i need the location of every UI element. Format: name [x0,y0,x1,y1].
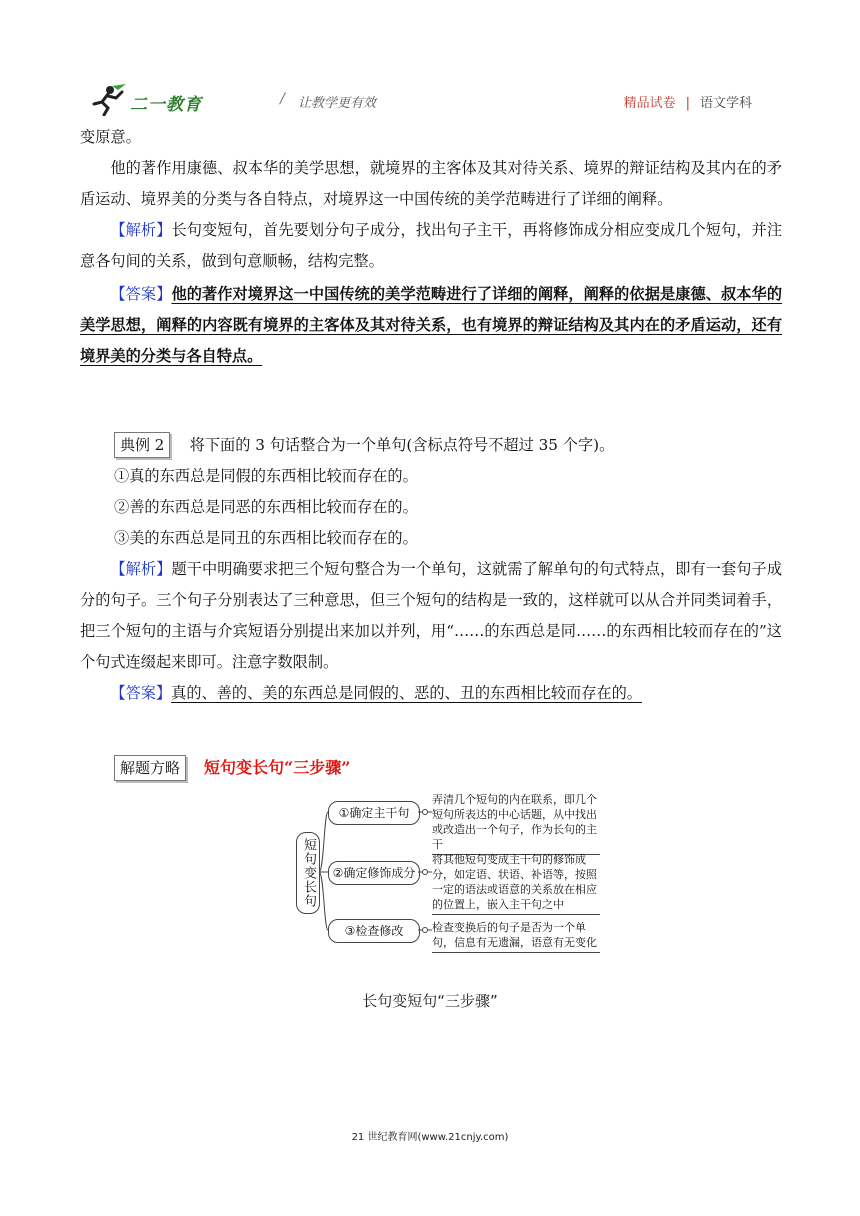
answer-tag: 【答案】 [110,684,172,702]
answer-tag: 【答案】 [110,285,172,303]
header-slash: / [280,91,285,107]
continued-line: 变原意。 [80,128,141,146]
brand-name: 二一教育 [130,95,202,115]
method-label: 解题方略 [114,755,186,781]
diagram-root-node: 短句变长句 [296,832,320,914]
diagram-step-2: ②确定修饰成分 [328,861,420,885]
diagram-step-1: ①确定主干句 [328,801,420,825]
header-tags [624,92,752,111]
example-label: 典例 2 [114,432,170,458]
example-item-2: ②善的东西总是同恶的东西相比较而存在的。 [114,498,418,516]
example-item-1: ①真的东西总是同假的东西相比较而存在的。 [114,467,418,485]
example-2-heading [80,430,782,461]
answer-text: 真的、善的、美的东西总是同假的、恶的、丑的东西相比较而存在的。 [171,684,642,702]
answer-1 [80,279,782,372]
analysis-text: 题干中明确要求把三个短句整合为一个单句，这就需了解单句的句式特点，即有一套句子成分的句子。三个句子分别表达了三种意思，但三个短句的结构是一致的，这样就可以从合并同类词着手，把三个短句的主语与介宾短语分别提出来加以并列，用“……的东西总是同……的东西相比较而存在的”这个句式连缀起来即可。注意字数限制。 [80,560,782,671]
content-block-2 [80,430,782,709]
example-item-3: ③美的东西总是同丑的东西相比较而存在的。 [114,529,418,547]
header-tag-premium: 精品试卷 [623,96,676,111]
method-title: 短句变长句“三步骤” [204,758,351,777]
header-separator: | [685,96,690,111]
analysis-tag: 【解析】 [110,221,172,239]
page-header [80,80,780,122]
diagram-desc-1: 弄清几个短句的内在联系，即几个短句所表达的中心话题，从中找出或改造出一个句子，作为长句的主干 [432,792,600,855]
runner-logo-icon [88,84,128,116]
example-prompt: 将下面的 3 句话整合为一个单句(含标点符号不超过 35 个字)。 [189,436,615,454]
diagram-step-3: ③检查修改 [328,919,420,943]
analysis-text: 长句变短句，首先要划分句子成分，找出句子主干，再将修饰成分相应变成几个短句，并注意各句间的关系，做到句意顺畅，结构完整。 [80,221,782,270]
answer-text: 他的著作对境界这一中国传统的美学范畴进行了详细的阐释，阐释的依据是康德、叔本华的美学思想，阐释的内容既有境界的主客体及其对待关系，也有境界的辩证结构及其内在的矛盾运动，还有境界美的分类与各自特点。 [80,285,782,365]
diagram-desc-3: 检查变换后的句子是否为一个单句，信息有无遗漏，语意有无变化 [432,920,600,953]
brand-slogan: 让教学更有效 [298,96,377,111]
example-sentence: 他的著作用康德、叔本华的美学思想，就境界的主客体及其对待关系、境界的辩证结构及其内在的矛盾运动、境界美的分类与各自特点，对境界这一中国传统的美学范畴进行了详细的阐释。 [80,159,782,208]
analysis-2 [80,554,782,678]
page-footer: 21 世纪教育网(www.21cnjy.com) [351,1132,509,1143]
diagram-desc-2: 将其他短句变成主干句的修饰成分，如定语、状语、补语等，按照一定的语法或语意的关系放在相应的位置上，嵌入主干句之中 [432,852,600,915]
content-block-1 [80,122,782,372]
answer-2 [80,678,782,709]
method-heading [80,752,782,784]
analysis-tag: 【解析】 [110,560,172,578]
diagram-caption: 长句变短句“三步骤” [362,992,498,1010]
header-tag-subject: 语文学科 [699,96,752,111]
three-steps-diagram [296,792,601,972]
analysis-1 [80,215,782,277]
